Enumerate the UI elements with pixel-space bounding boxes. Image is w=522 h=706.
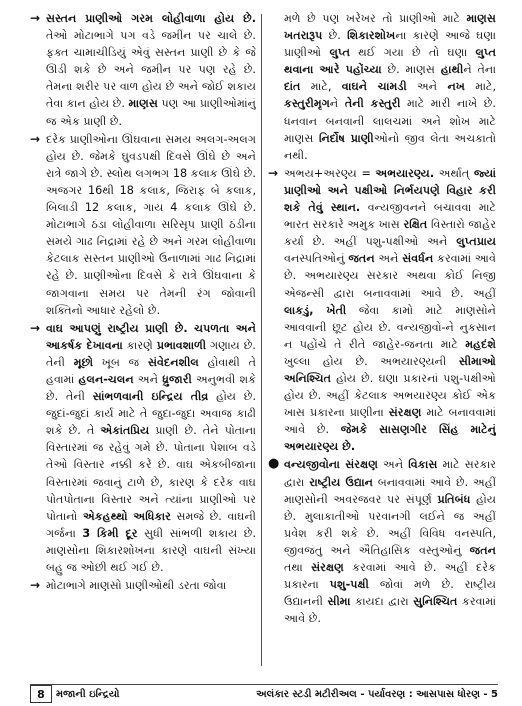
text-run: માટે બનાવવામાં આવે છે.	[284, 406, 496, 437]
bold-text: સાંભળવાની ઇન્દ્રિય તીવ્ર	[92, 390, 209, 404]
text-run: કાયદા દ્વારા	[350, 595, 414, 609]
text-run: દરેક પ્રાણીઓના ઊંઘવાના સમય અલગ-અલગ હોય છે. જેમકે ઘુવડપક્ષી દિવસે ઊંઘે છે અને રાત્રે જાગે છે. સ્લોથ લગભગ 18 કલાક ઊંઘે છે. અજગર 16થી 18 કલાક, જિરાફ બે કલાક, બિલાડી 12 કલાક, ગાય 4 કલાક ઊંઘે છે. મોટાભાગે ઠંડા લોહીવાળા સરિસૃપ પ્રાણી ઠંડીના સમયે ગાઢ નિદ્રામાં રહે છે અને ગરમ લોહીવાળા કેટલાક સસ્તન પ્રાણીઓ ઉનાળામાં ગાઢ નિદ્રામાં રહે છે. પ્રાણીઓના દિવસે કે રાત્રે ઊંઘવાના કે જાગવાના સમય પર તેમની રંગ જોવાની શક્તિનો આધાર રહેલો છે.	[46, 132, 256, 317]
text-run: માટે,	[300, 80, 342, 94]
bold-text: એકહથ્થો અધિકાર	[82, 509, 171, 523]
bold-text: માણસ ખતરારૂપ	[284, 12, 496, 43]
text-run: મળે છે પણ ખરેખર તો પ્રાણીઓ માટે	[284, 12, 467, 25]
text-run: હોય છે. મુલાકાતીઓ પરવાનગી લઈને જ અહીં પ્રવેશ કરી શકે છે. અહીં વિવિધ વનસ્પતિ, જીવજંતુ અને ઐતિહાસિક વસ્તુઓનું	[284, 492, 496, 557]
text-run: માટે સરકાર દ્વારા	[284, 458, 496, 489]
bold-text: એકાંતપ્રિય	[100, 424, 150, 438]
text-run: ગણાય છે. તેની	[46, 338, 256, 369]
footer-chapter-title: મજાની ઇન્દ્રિયો	[56, 688, 120, 700]
bold-text: રક્ષિત	[403, 218, 428, 232]
bold-text: પશુ-પક્ષી	[329, 578, 369, 592]
paragraph	[30, 577, 256, 594]
bold-text: લાકડું, ખેતી	[284, 303, 347, 317]
paragraph	[268, 10, 496, 164]
text-run: ને તેના	[463, 63, 496, 77]
left-column	[30, 10, 256, 674]
footer-book-title: અલંકાર સ્ટડી મટીરીઅલ - પર્યાવરણ : આસપાસ ધોરણ - 5	[256, 688, 498, 700]
bold-text: વાઘ આપણું રાષ્ટ્રીય પ્રાણી છે. ચપળતા અને આકર્ષક દેખાવના	[46, 321, 256, 352]
text-run: જોવાં મળે છે. રાષ્ટ્રીય ઉદ્યાનની	[284, 578, 496, 609]
bold-text: વિકાસ	[408, 458, 438, 472]
bold-text: નિર્દોષ પ્રાણી	[318, 131, 374, 145]
text-run: અર્થાત્	[434, 166, 474, 180]
text-run: તથા	[284, 561, 312, 574]
text-run: મોટાભાગે માણસો પ્રાણીઓથી ડરતા જોવા	[46, 579, 227, 593]
bold-text: લુપ્ત થવાના આરે પહોંચ્યા	[284, 46, 496, 77]
bold-text: ધ્રુજારી	[162, 372, 192, 386]
text-run: તેઓ મોટાભાગે પગ વડે જમીન પર ચાલે છે. ફક્ત ચામાચીડિયું એવું સસ્તન પ્રાણી છે કે જે ઊડી શકે છે અને જમીન પર પણ રહે છે. તેમના શરીર પર વાળ હોય છે અને જોઈ શકાય તેવા કાન હોય છે.	[46, 29, 256, 111]
paragraph	[30, 10, 256, 130]
bold-text: પ્રભાવશાળી	[156, 338, 207, 352]
bold-text: તેની કસ્તુરી	[344, 97, 401, 111]
text-run: કરવામાં આવે છે. અભયારણ્ય સરકાર અથવા કોઈ નિજી એજન્સી દ્વારા બનાવવામાં આવે છે. અહીં	[284, 252, 496, 300]
text-run: થઈ ગયા છે તો ઘણા	[350, 46, 476, 60]
text-run: છે.	[322, 29, 348, 43]
text-run: માટે મારી નાખે છે. ધનવાન બનવાની લાલચમાં અને શોખ માટે માણસ	[284, 97, 496, 145]
text-run: માટે,	[464, 80, 496, 94]
bold-text: વાઘને ચામડી	[341, 80, 407, 94]
text-run: બનાવવામાં આવે છે. અહીં માણસોની અવરજવર પર સંપૂર્ણ	[284, 475, 496, 506]
bold-text: સસ્તન પ્રાણીઓ ગરમ લોહીવાળા હોય છે.	[46, 12, 256, 25]
bold-text: લુપ્ત	[329, 46, 350, 60]
text-run: હોય છે. ઘણા પ્રકારનાં પશુ-પક્ષીઓ હોય છે. અહીં કેટલાક અભયારણ્ય કોઈ એક ખાસ પ્રકારના પ્રાણીના	[284, 371, 496, 420]
arrow-icon: →	[30, 578, 41, 593]
arrow-icon: →	[30, 11, 41, 25]
text-run: હોય છે. જુદાં-જુદાં કાર્ય માટે તે જુદા-જુદા અવાજ કાઢી શકે છે. તે	[46, 390, 256, 438]
text-run: ખુલ્લા હોય છે. અભયારણ્યની	[284, 354, 459, 368]
bold-text: માણસ	[128, 97, 158, 111]
text-run: ખૂબ જ	[93, 355, 148, 369]
bold-text: કસ્તુરીમૃગ	[284, 97, 330, 111]
bold-text: લુપ્તપ્રાય	[456, 235, 496, 249]
text-run: ને	[329, 97, 345, 111]
bullet-icon: ●	[268, 456, 280, 472]
bold-text: 3 કિમી દૂર	[82, 526, 138, 540]
text-run: સમજે છે. વાઘની ગર્જના	[46, 509, 256, 540]
bold-text: સંવર્ધન	[402, 252, 434, 266]
right-column	[268, 10, 496, 674]
text-run: અને	[133, 372, 163, 386]
text-run: અભય+અરણ્ય =	[284, 166, 376, 180]
text-run: અને	[374, 252, 403, 266]
bold-text: જેમકે સાસણગીર સિંહ માટેનું અભયારણ્ય છે.	[284, 423, 496, 454]
bold-text: સંરક્ષણ	[388, 406, 422, 420]
text-run: હોવાથી તે હવામાં	[46, 355, 256, 386]
text-run: વનસ્પતિઓનું	[284, 252, 349, 266]
bold-text: નખ	[447, 80, 465, 94]
text-run: ના કારણે આજે ઘણા પ્રાણીઓ	[284, 29, 496, 60]
bold-text: દાંત	[284, 80, 301, 94]
bold-text: સંવેદનશીલ	[147, 355, 199, 369]
text-run: અને	[377, 458, 409, 472]
bold-text: સીમાઓ અનિશ્ચિત	[284, 354, 496, 385]
bold-text: સંરક્ષણ	[311, 561, 344, 574]
bold-text: શિકારશોખ	[347, 29, 396, 43]
bold-text: જતન	[348, 252, 375, 266]
text-run: વિસ્તારો જાહેર કર્યા છે. અહીં પશુ-પક્ષીઓ અને	[284, 218, 496, 249]
bold-text: પ્રતિબંધ	[437, 492, 471, 506]
bold-text: રાષ્ટ્રીય ઉદ્યાન	[309, 475, 374, 489]
arrow-icon: →	[30, 131, 41, 146]
paragraph	[30, 131, 256, 319]
text-run: પ્રાણી છે. તેને પોતાના વિસ્તારમાં જ રહેવું ગમે છે. પોતાના પેશાબ વડે તેઓ વિસ્તાર નક્કી કરે છે. વાઘ એકબીજાના વિસ્તારમાં જવાનું ટાળે છે, કારણ કે દરેક વાઘ પોતપોતાના વિસ્તાર અને ત્યાંના પ્રાણીઓ પર પોતાનો	[46, 424, 256, 523]
text-run: કરવામાં આવે છે.	[284, 595, 496, 626]
bold-text: જતન	[469, 543, 496, 557]
text-run: સુધી સાંભળી શકાય છે. માણસોના શિકારશોખના કારણે વાઘની સંખ્યા બહુ જ ઓછી થઈ ગઈ છે.	[46, 526, 256, 574]
bold-text: મહદંશે	[465, 337, 496, 351]
bold-text: વન્યજીવોના સંરક્ષણ	[284, 458, 378, 472]
text-run: કારણે	[122, 338, 157, 352]
text-run: છે. માણસ	[381, 63, 441, 77]
paragraph	[30, 320, 256, 576]
paragraph	[268, 456, 496, 627]
page-footer	[30, 684, 498, 703]
bold-text: હલન-ચલન	[78, 372, 134, 386]
text-run: જેવા કામો માટે માણસોને આવવાની છૂટ હોય છે. વન્યજીવો-ને નુકસાન ન પહોંચે તે રીતે જાહેર-જનતા માટે	[284, 303, 496, 351]
column-divider	[261, 14, 262, 666]
bold-text: મૂછો	[73, 355, 94, 369]
text-run: અને	[406, 80, 448, 94]
text-run: વન્યજીવનને બચાવવા માટે ભારત સરકારે અમુક ખાસ	[284, 201, 496, 232]
bold-text: સુનિશ્ચિત	[413, 595, 458, 609]
paragraph	[268, 165, 496, 456]
text-run: ઓનો જીવ લેતા અચકાતો નથી.	[284, 131, 496, 162]
bold-text: હાથી	[440, 63, 464, 77]
page-number: 8	[30, 685, 52, 703]
text-run: અનુભવી શકે છે. તેની	[46, 372, 256, 404]
text-run: કરવામાં આવે છે. અહીં દરેક પ્રકારના	[284, 561, 496, 592]
bold-text: જ્યાં પ્રાણીઓ અને પક્ષીઓ નિર્ભયપણે વિહાર કરી શકે તેવું સ્થાન.	[284, 166, 496, 215]
bold-text: અભયારણ્ય.	[375, 166, 435, 180]
bold-text: સીમા	[327, 595, 351, 609]
text-run: પણ આ પ્રાણીઓમાંનું જ એક પ્રાણી છે.	[46, 97, 256, 128]
arrow-icon: →	[30, 320, 41, 335]
arrow-icon: →	[268, 165, 279, 180]
